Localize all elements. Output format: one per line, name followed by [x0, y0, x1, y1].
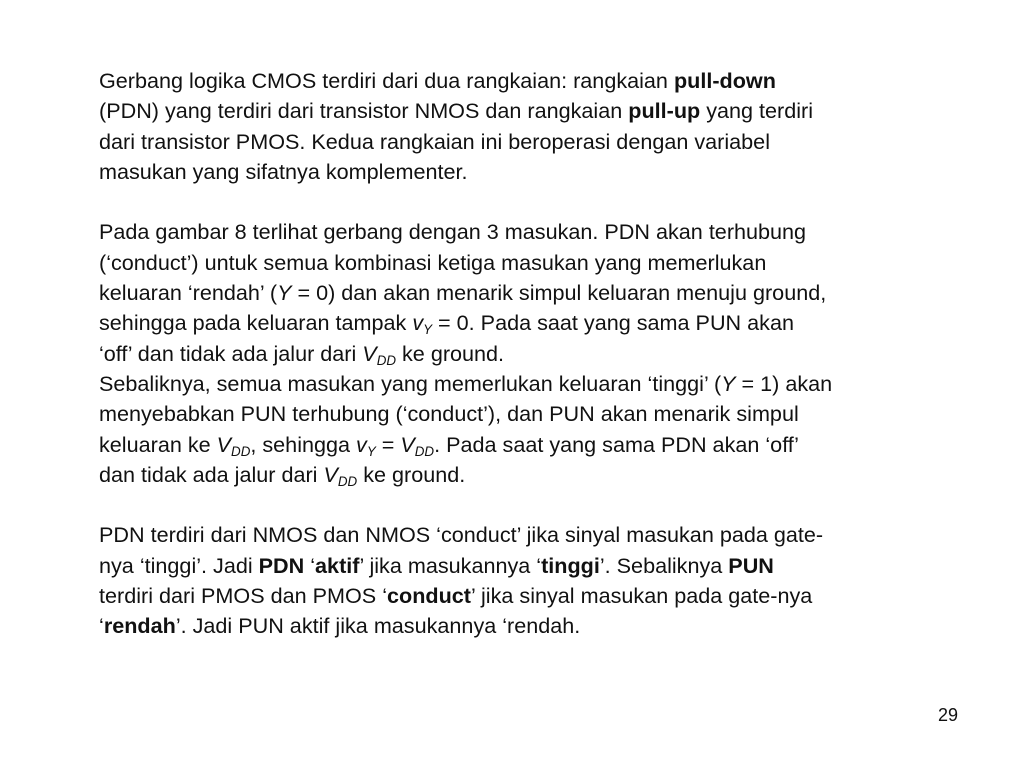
italic-symbol: Y [277, 280, 292, 306]
text-run: Gerbang logika CMOS terdiri dari dua rangkaian: rangkaian [99, 68, 674, 93]
bold-term: pull-up [628, 98, 701, 124]
text-run: ‘ [99, 613, 104, 639]
text-line [99, 339, 979, 369]
text-run: ‘off’ dan tidak ada jalur dari [99, 340, 363, 366]
text-run: keluaran ke [99, 431, 217, 457]
italic-symbol: V [323, 461, 338, 487]
text-run: keluaran ‘rendah’ ( [99, 280, 278, 306]
text-run: ’. Sebaliknya [599, 552, 729, 578]
slide-body-text [99, 66, 979, 642]
text-line [99, 460, 979, 490]
bold-term: PUN [728, 552, 774, 578]
italic-symbol: V [216, 431, 232, 457]
text-run: nya ‘tinggi’. Jadi [99, 552, 259, 578]
paragraph-pdn-behavior [99, 217, 979, 368]
text-run: ’. Jadi PUN aktif jika masukannya ‘rendah. [175, 613, 581, 639]
italic-symbol: Y [721, 370, 736, 396]
text-line [99, 611, 979, 641]
subscript: DD [414, 443, 435, 459]
text-line [99, 278, 979, 308]
text-line [99, 581, 979, 611]
paragraph-cmos-intro [99, 66, 979, 187]
paragraph-pun-behavior [99, 369, 979, 490]
text-line: Pada gambar 8 terlihat gerbang dengan 3 masukan. PDN akan terhubung [99, 219, 807, 245]
bold-term: rendah [103, 613, 176, 639]
text-run: (PDN) yang terdiri dari transistor NMOS dan rangkaian [99, 98, 629, 124]
italic-symbol: v [356, 431, 367, 457]
bold-term: aktif [315, 552, 360, 578]
text-line [99, 308, 979, 338]
subscript: DD [376, 352, 397, 368]
text-run: yang terdiri [700, 98, 814, 124]
text-run: ’ jika sinyal masukan pada gate-nya [471, 583, 813, 609]
subscript: DD [337, 473, 358, 489]
text-run: ke ground. [357, 461, 466, 487]
subscript: DD [231, 443, 251, 459]
page-number: 29 [938, 705, 959, 725]
text-line: menyebabkan PUN terhubung (‘conduct’), dan PUN akan menarik simpul [99, 401, 799, 427]
text-run: ’ jika masukannya ‘ [359, 552, 542, 578]
text-line: PDN terdiri dari NMOS dan NMOS ‘conduct’ jika sinyal masukan pada gate- [99, 522, 824, 548]
text-line: masukan yang sifatnya komplementer. [99, 158, 468, 184]
italic-symbol: V [400, 431, 415, 457]
text-run: ‘ [304, 552, 316, 578]
italic-symbol: v [412, 310, 424, 336]
paragraph-spacer [99, 490, 979, 520]
text-run: Sebaliknya, semua masukan yang memerlukan keluaran ‘tinggi’ ( [99, 370, 722, 396]
italic-symbol: V [362, 340, 377, 366]
text-line [99, 430, 979, 460]
text-run: = 1) akan [735, 370, 833, 396]
bold-term: conduct [387, 583, 471, 609]
subscript: Y [366, 443, 376, 459]
text-run: , sehingga [250, 431, 357, 457]
paragraph-nmos-pmos-conduct [99, 520, 979, 641]
text-run: ke ground. [396, 340, 505, 366]
text-line [99, 551, 979, 581]
bold-term: tinggi [541, 552, 600, 578]
subscript: Y [423, 322, 433, 338]
text-run: dan tidak ada jalur dari [99, 461, 324, 487]
text-run: . Pada saat yang sama PDN akan ‘off’ [434, 431, 799, 457]
bold-term: pull-down [673, 68, 776, 93]
bold-term: PDN [258, 552, 305, 578]
text-run: = 0) dan akan menarik simpul keluaran menuju ground, [291, 280, 827, 306]
text-run: terdiri dari PMOS dan PMOS ‘ [99, 583, 388, 609]
text-run: = [375, 431, 401, 457]
text-line: (‘conduct’) untuk semua kombinasi ketiga masukan yang memerlukan [99, 249, 767, 275]
text-line: dari transistor PMOS. Kedua rangkaian ini beroperasi dengan variabel [99, 128, 770, 154]
paragraph-spacer [99, 187, 979, 217]
text-run: sehingga pada keluaran tampak [99, 310, 413, 336]
text-line [99, 96, 979, 126]
text-line [99, 369, 979, 399]
text-line [99, 66, 979, 96]
text-run: = 0. Pada saat yang sama PUN akan [432, 310, 794, 336]
